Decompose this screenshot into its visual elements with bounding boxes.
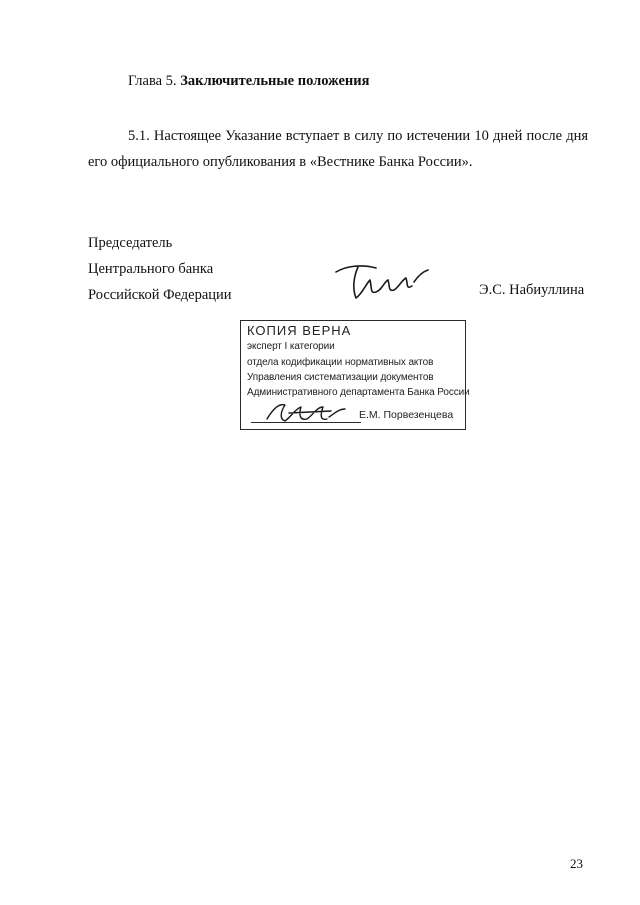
paragraph-5-1: 5.1. Настоящее Указание вступает в силу по истечении 10 дней после дня его официального опубликования в «Вестнике Банка России».	[88, 128, 588, 170]
stamp-line-1: эксперт I категории	[247, 341, 335, 352]
chapter-title: Заключительные положения	[180, 73, 370, 89]
stamp-certifier-name: Е.М. Порвезенцева	[359, 409, 454, 421]
stamp-signature-line	[251, 422, 361, 423]
stamp-line-4: Административного департамента Банка России	[247, 387, 470, 398]
stamp-line-2: отдела кодификации нормативных актов	[247, 357, 434, 368]
stamp-title: КОПИЯ ВЕРНА	[247, 323, 352, 338]
signatory-position-line-1: Председатель	[88, 235, 173, 251]
page-number: 23	[570, 856, 583, 871]
signatory-name: Э.С. Набиуллина	[479, 282, 585, 298]
signatory-position-line-3: Российской Федерации	[88, 287, 232, 303]
chapter-number: Глава 5.	[128, 73, 177, 89]
signatory-position-line-2: Центрального банка	[88, 261, 214, 277]
certification-stamp	[240, 320, 470, 430]
chapter-heading	[128, 73, 370, 90]
handwritten-signature	[332, 258, 432, 304]
stamp-line-3: Управления систематизации документов	[247, 372, 434, 383]
signatory-position	[88, 230, 232, 308]
